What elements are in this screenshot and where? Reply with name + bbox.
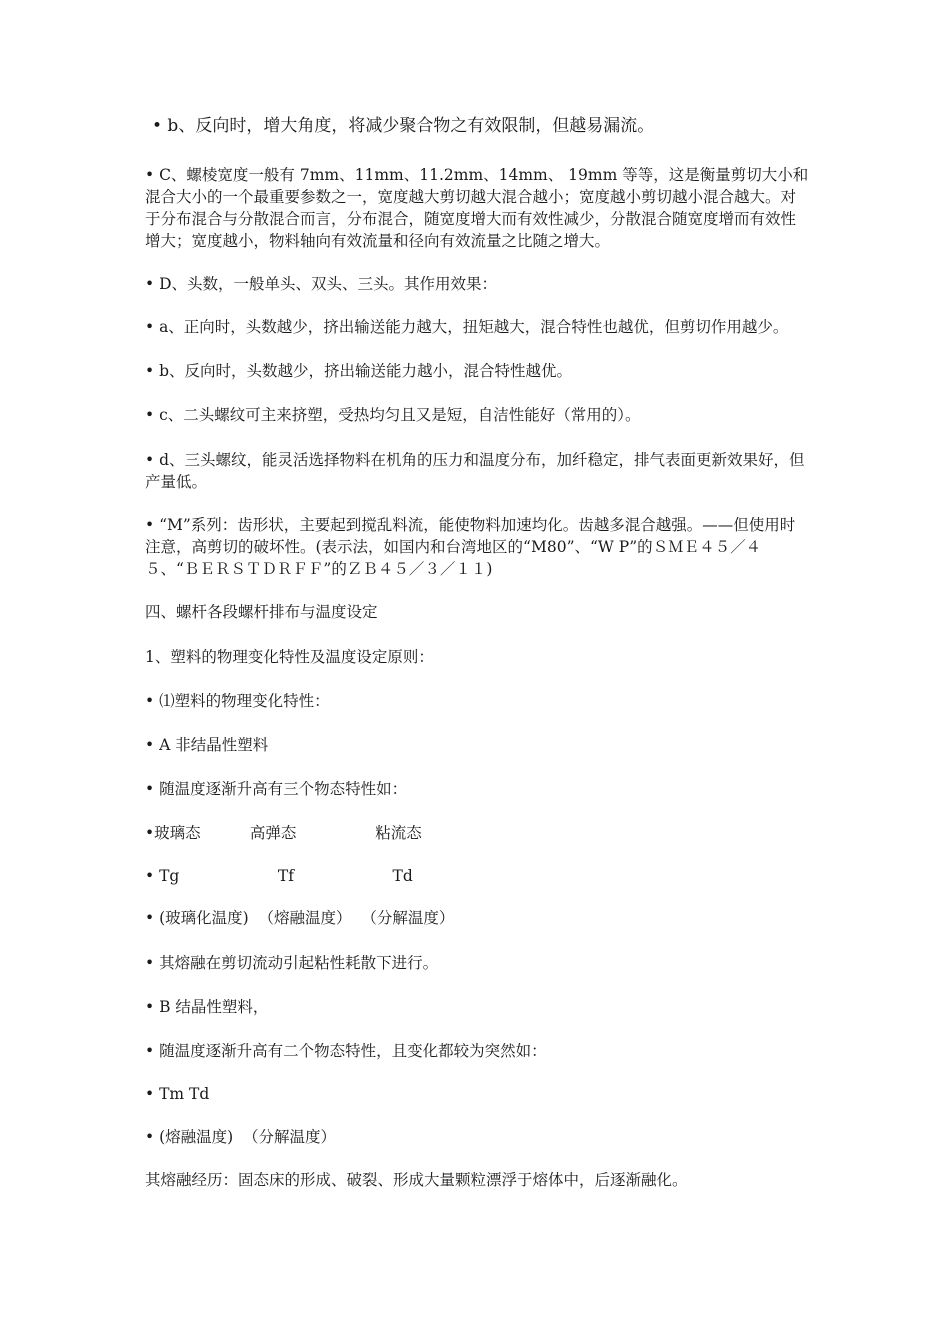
paragraph-two-states: • 随温度逐渐升高有二个物态特性，且变化都较为突然如： bbox=[145, 1042, 547, 1060]
paragraph-m-series: • “M”系列：齿形状，主要起到搅乱料流，能使物料加速均化。齿越多混合越强。——但使用时注意，高剪切的破坏性。(表示法，如国内和台湾地区的“M80”、“W P”的ＳＭＥ４５／４５、“ＢＥＲＳＴＤＲＦＦ”的ＺＢ４５／３／１１) bbox=[145, 516, 796, 578]
paragraph-triple-thread: • d、三头螺纹，能灵活选择物料在机角的压力和温度分布，加纤稳定，排气表面更新效果好，但产量低。 bbox=[145, 451, 805, 491]
paragraph-physical-change: • ⑴塑料的物理变化特性： bbox=[145, 692, 330, 710]
paragraph-reverse-threads: • b、反向时，头数越少，挤出输送能力越小，混合特性越优。 bbox=[145, 362, 572, 380]
subsection-heading-one: 1、塑料的物理变化特性及温度设定原则： bbox=[145, 648, 434, 666]
paragraph-amorphous: • A 非结晶性塑料 bbox=[145, 736, 269, 754]
paragraph-melting-process: 其熔融经历：固态床的形成、破裂、形成大量颗粒漂浮于熔体中，后逐渐融化。 bbox=[145, 1171, 688, 1189]
paragraph-forward-threads: • a、正向时，头数越少，挤出输送能力越大，扭矩越大，混合特性也越优，但剪切作用越少。 bbox=[145, 318, 789, 336]
paragraph-reverse-angle: • b、反向时，增大角度，将减少聚合物之有效限制，但越易漏流。 bbox=[152, 116, 655, 136]
paragraph-double-thread: • c、二头螺纹可主来挤塑，受热均匀且又是短，自洁性能好（常用的）。 bbox=[145, 406, 641, 424]
paragraph-tm-td: • Tm Td bbox=[145, 1085, 210, 1103]
paragraph-flight-width: • C、螺棱宽度一般有 7mm、11mm、11.2mm、14mm、 19mm 等等，这是衡量剪切大小和混合大小的一个最重要参数之一，宽度越大剪切越大混合越小；宽度越小剪切越小混合越大。对于分布混合与分散混合而言，分布混合，随宽度增大而有效性减少，分散混合随宽度增而有效性增大；宽度越小，物料轴向有效流量和径向有效流量之比随之增大。 bbox=[145, 166, 809, 250]
paragraph-three-states: • 随温度逐渐升高有三个物态特性如： bbox=[145, 780, 408, 798]
paragraph-state-names: •玻璃态 高弹态 粘流态 bbox=[145, 824, 422, 842]
paragraph-thread-count: • D、头数，一般单头、双头、三头。其作用效果： bbox=[145, 275, 497, 293]
section-heading-four: 四、螺杆各段螺杆排布与温度设定 bbox=[145, 603, 378, 621]
paragraph-crystalline: • B 结晶性塑料， bbox=[145, 998, 269, 1016]
paragraph-melt-decomp-temps: • (熔融温度) （分解温度） bbox=[145, 1128, 337, 1146]
paragraph-melt-shear: • 其熔融在剪切流动引起粘性耗散下进行。 bbox=[145, 954, 439, 972]
paragraph-state-symbols: • Tg Tf Td bbox=[145, 867, 413, 885]
paragraph-state-temperatures: • (玻璃化温度) （熔融温度） （分解温度） bbox=[145, 909, 455, 927]
